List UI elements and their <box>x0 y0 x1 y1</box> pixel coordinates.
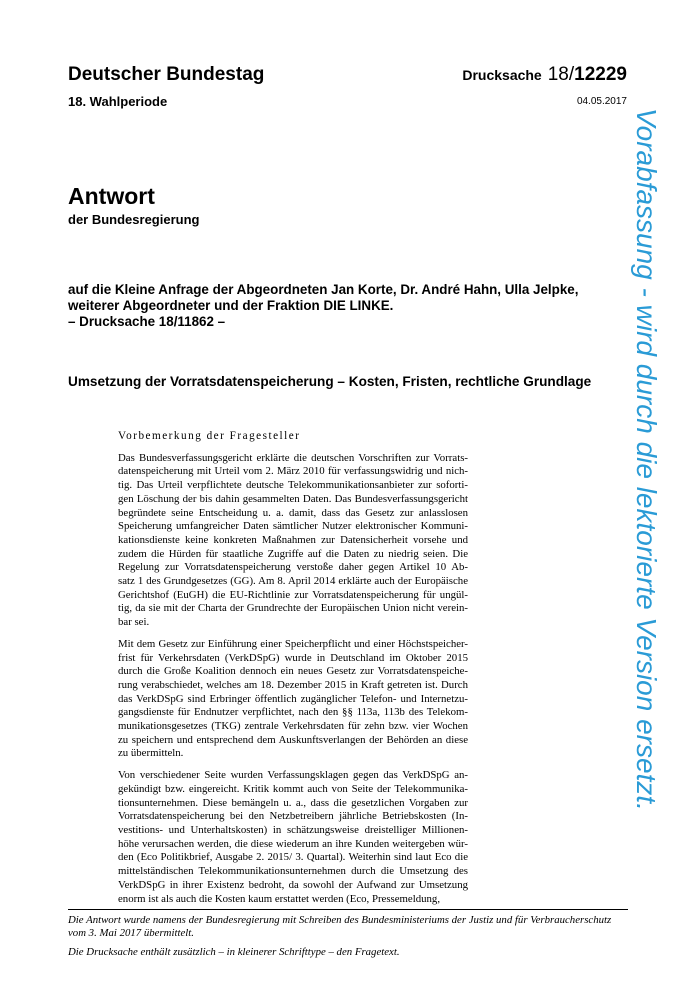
paragraph-line: Von verschiedener Seite wurden Verfassungsklagen gegen das VerkDSpG an- <box>118 769 468 782</box>
paragraph <box>118 638 468 761</box>
document-number <box>462 64 627 86</box>
paragraph-line: den (Eco Politikbrief, Ausgabe 2. 2015/ 3. Quartal). Weiterhin sind laut Eco die <box>118 851 468 864</box>
inquiry-line: weiterer Abgeordneter und der Fraktion DIE LINKE. <box>68 298 394 313</box>
inquiry-line: auf die Kleine Anfrage der Abgeordneten Jan Korte, Dr. André Hahn, Ulla Jelpke, <box>68 282 579 297</box>
paragraph-line: Vorratsdatenspeicherung bei den Netzbetreibern jährliche Betriebskosten (In- <box>118 810 468 823</box>
paragraph-line: gangsdienste für Endnutzer verpflichtet, nach den §§ 113a, 113b des Telekom- <box>118 706 468 719</box>
organization-name: Deutscher Bundestag <box>68 64 265 85</box>
paragraph-line: enorm ist als auch die Kosten kaum erstattet werden (Eco, Pressemeldung, <box>118 892 441 905</box>
paragraph-line: vestitions- und Unterhaltskosten) in schätzungsweise dreistelliger Millionen- <box>118 823 468 836</box>
paragraph-line: tig, da sie mit der Charta der Grundrechte der Europäischen Union nicht verein- <box>118 602 468 615</box>
paragraph-line: tig. Das Urteil verpflichtete deutsche Telekommunikationsanbieter zur soforti- <box>118 479 468 492</box>
paragraph-line: kationsdienste keine konkreten Maßnahmen zur Datensicherheit vorsehe und <box>118 533 468 546</box>
paragraph-line: begründete seine Entscheidung u. a. damit, dass das Gesetz zur anlasslosen <box>118 506 468 519</box>
paragraph-line: das VerkDSpG sind Erbringer öffentlich zugänglicher Telefon- und Internetzu- <box>118 692 468 705</box>
paragraph-line: Gerichtshof (EuGH) die EU-Richtlinie zur Vorratsdatenspeicherung für ungül- <box>118 588 468 601</box>
document-title: Antwort <box>68 183 155 209</box>
paragraph <box>118 769 468 906</box>
paragraph-line: durch die Große Koalition dennoch ein neues Gesetz zur Vorratsdatenspeiche- <box>118 665 468 678</box>
draft-watermark: Vorabfassung - wird durch die lektorierte Version ersetzt. <box>631 108 662 811</box>
inquiry-line: – Drucksache 18/11862 – <box>68 314 226 329</box>
paragraph-line: zudem die Hürden für staatliche Zugriffe auf die Daten zu niedrig seien. Die <box>118 547 468 560</box>
inquiry-reference <box>68 282 648 330</box>
paragraph-line: bar sei. <box>118 616 150 629</box>
document-date: 04.05.2017 <box>576 96 627 107</box>
paragraph-line: frist für Verkehrsdaten (VerkDSpG) wurde in Deutschland im Oktober 2015 <box>118 651 468 664</box>
topic-heading: Umsetzung der Vorratsdatenspeicherung – Kosten, Fristen, rechtliche Grundlage <box>68 374 592 389</box>
footnote-question-text: Die Drucksache enthält zusätzlich – in kleinerer Schrifttype – den Fragetext. <box>68 946 400 958</box>
paragraph-line: satz 1 des Grundgesetzes (GG). Am 8. April 2014 erklärte auch der Europäische <box>118 575 468 588</box>
paragraph-line: gen Löschung der bis dahin gesammelten Daten. Das Bundesverfassungsgericht <box>118 492 468 505</box>
paragraph-line: zu übermitteln. <box>118 747 184 760</box>
preliminary-label: Vorbemerkung der Fragesteller <box>118 430 301 442</box>
document-number-prefix: 18/ <box>547 64 575 85</box>
paragraph-line: gekündigt bzw. eingereicht. Kritik kommt auch von Seite der Telekommunika- <box>118 782 468 795</box>
paragraph-line: zu speichern und entsprechend dem Auskunftsverlangen der Behörden an diese <box>118 733 468 746</box>
paragraph-line: Mit dem Gesetz zur Einführung einer Speicherpflicht und einer Höchstspeicher- <box>118 637 468 650</box>
paragraph-line: datenspeicherung mit Urteil vom 2. März 2010 für verfassungswidrig und nich- <box>118 465 468 478</box>
document-number-label: Drucksache <box>462 67 542 83</box>
document-subtitle: der Bundesregierung <box>68 212 200 227</box>
preliminary-remarks <box>118 430 468 914</box>
paragraph-line: VerkDSpG in ihrer Existenz bedroht, da sowohl der Aufwand zur Umsetzung <box>118 878 468 891</box>
paragraph-line: rung verabschiedet, welches am 18. Dezember 2015 in Kraft getreten ist. Durch <box>118 678 468 691</box>
paragraph-line: tionsunternehmen. Diese bemängeln u. a., dass die gesetzlichen Vorgaben zur <box>118 796 468 809</box>
paragraph <box>118 452 468 630</box>
footnote-divider <box>68 909 628 910</box>
paragraph-line: Speicherung umfangreicher Daten sämtlicher Nutzer elektronischer Kommuni- <box>118 520 468 533</box>
legislative-period: 18. Wahlperiode <box>68 94 168 109</box>
document-number-main: 12229 <box>574 64 627 85</box>
paragraph-line: Regelung zur Vorratsdatenspeicherung verstoße daher gegen Artikel 10 Ab- <box>118 561 468 574</box>
paragraph-line: Das Bundesverfassungsgericht erklärte die deutschen Vorschriften zur Vorrats- <box>118 451 468 464</box>
paragraph-line: höhe verursachen werden, die diese wiederum an ihre Kunden weitergeben wür- <box>118 837 468 850</box>
footnote-transmission: Die Antwort wurde namens der Bundesregierung mit Schreiben des Bundesministeriums der Justiz und für Verbraucherschutz vom 3. Mai 2017 übermittelt. <box>68 914 612 939</box>
paragraph-line: mittelständischen Telekommunikationsunternehmen durch die Umsetzung des <box>118 865 468 878</box>
paragraph-line: munikationsgesetzes (TKG) zentrale Verkehrsdaten für zehn bzw. vier Wochen <box>118 720 468 733</box>
